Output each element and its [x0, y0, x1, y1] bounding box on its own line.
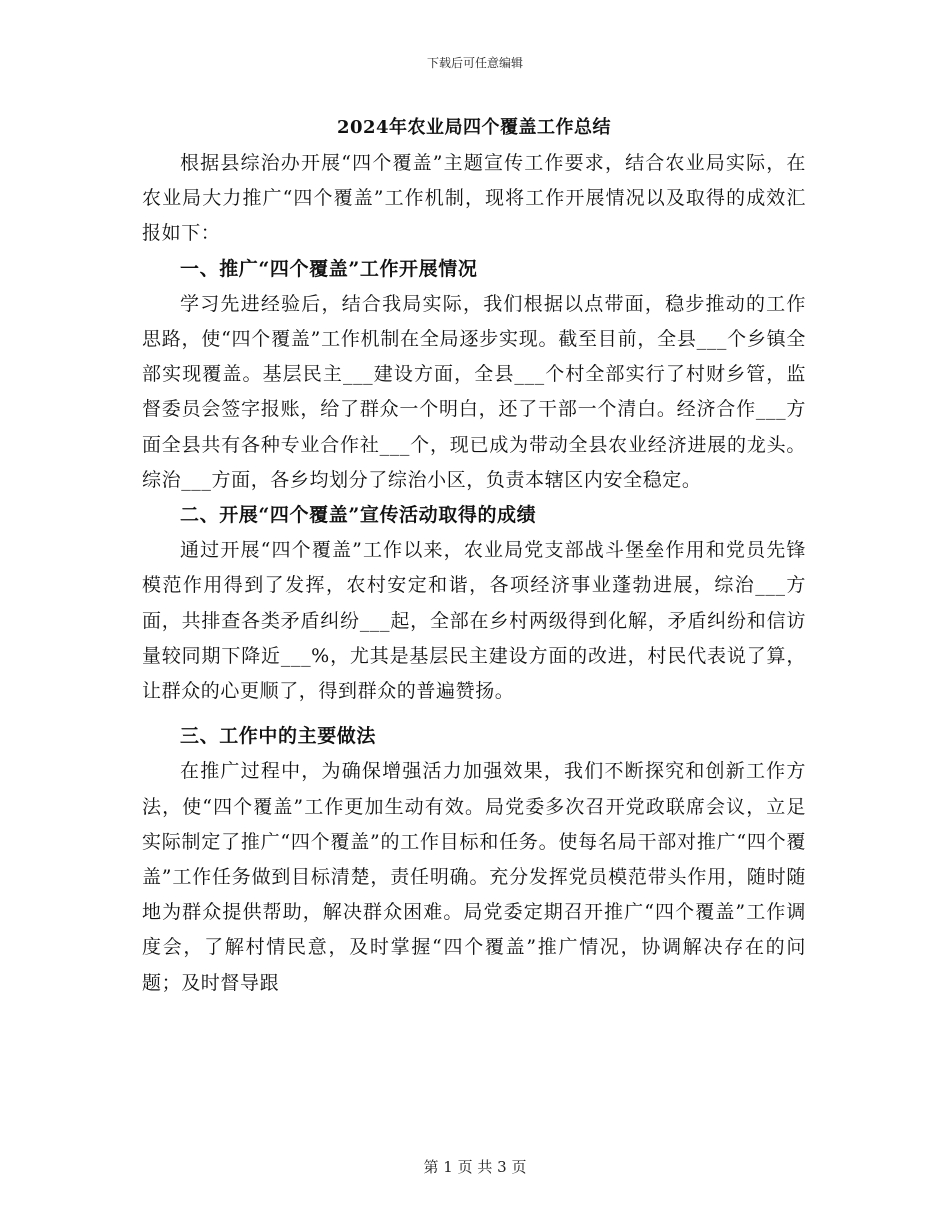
section-2-heading: 二、开展“四个覆盖”宣传活动取得的成绩	[180, 504, 537, 527]
page-header-note: 下载后可任意编辑	[426, 56, 523, 70]
section-2-body: 通过开展“四个覆盖”工作以来，农业局党支部战斗堡垒作用和党员先锋模范作用得到了发挥，农村安定和谐，各项经济事业蓬勃进展，综治___方面，共排查各类矛盾纠纷___起，全部在乡村两级得到化解，矛盾纠纷和信访量较同期下降近___%，尤其是基层民主建设方面的改进，村民代表说了算，让群众的心更顺了，得到群众的普遍赞扬。	[142, 539, 806, 703]
section-1-heading: 一、推广“四个覆盖”工作开展情况	[180, 257, 478, 280]
document-body	[142, 110, 806, 1001]
intro-paragraph: 根据县综治办开展“四个覆盖”主题宣传工作要求，结合农业局实际，在农业局大力推广“四个覆盖”工作机制，现将工作开展情况以及取得的成效汇报如下：	[142, 152, 806, 245]
page-number: 第 1 页 共 3 页	[423, 1158, 527, 1176]
section-3-body: 在推广过程中，为确保增强活力加强效果，我们不断探究和创新工作方法，使“四个覆盖”工作更加生动有效。局党委多次召开党政联席会议，立足实际制定了推广“四个覆盖”的工作目标和任务。使每名局干部对推广“四个覆盖”工作任务做到目标清楚，责任明确。充分发挥党员模范带头作用，随时随地为群众提供帮助，解决群众困难。局党委定期召开推广“四个覆盖”工作调度会，了解村情民意，及时掌握“四个覆盖”推广情况，协调解决存在的问题；及时督导跟	[142, 760, 806, 994]
document-title: 2024年农业局四个覆盖工作总结	[336, 117, 612, 138]
section-3-heading: 三、工作中的主要做法	[180, 725, 377, 748]
section-1-body: 学习先进经验后，结合我局实际，我们根据以点带面，稳步推动的工作思路，使“四个覆盖”工作机制在全局逐步实现。截至目前，全县___个乡镇全部实现覆盖。基层民主___建设方面，全县___个村全部实行了村财乡管，监督委员会签字报账，给了群众一个明白，还了干部一个清白。经济合作___方面全县共有各种专业合作社___个，现已成为带动全县农业经济进展的龙头。综治___方面，各乡均划分了综治小区，负责本辖区内安全稳定。	[142, 292, 806, 491]
